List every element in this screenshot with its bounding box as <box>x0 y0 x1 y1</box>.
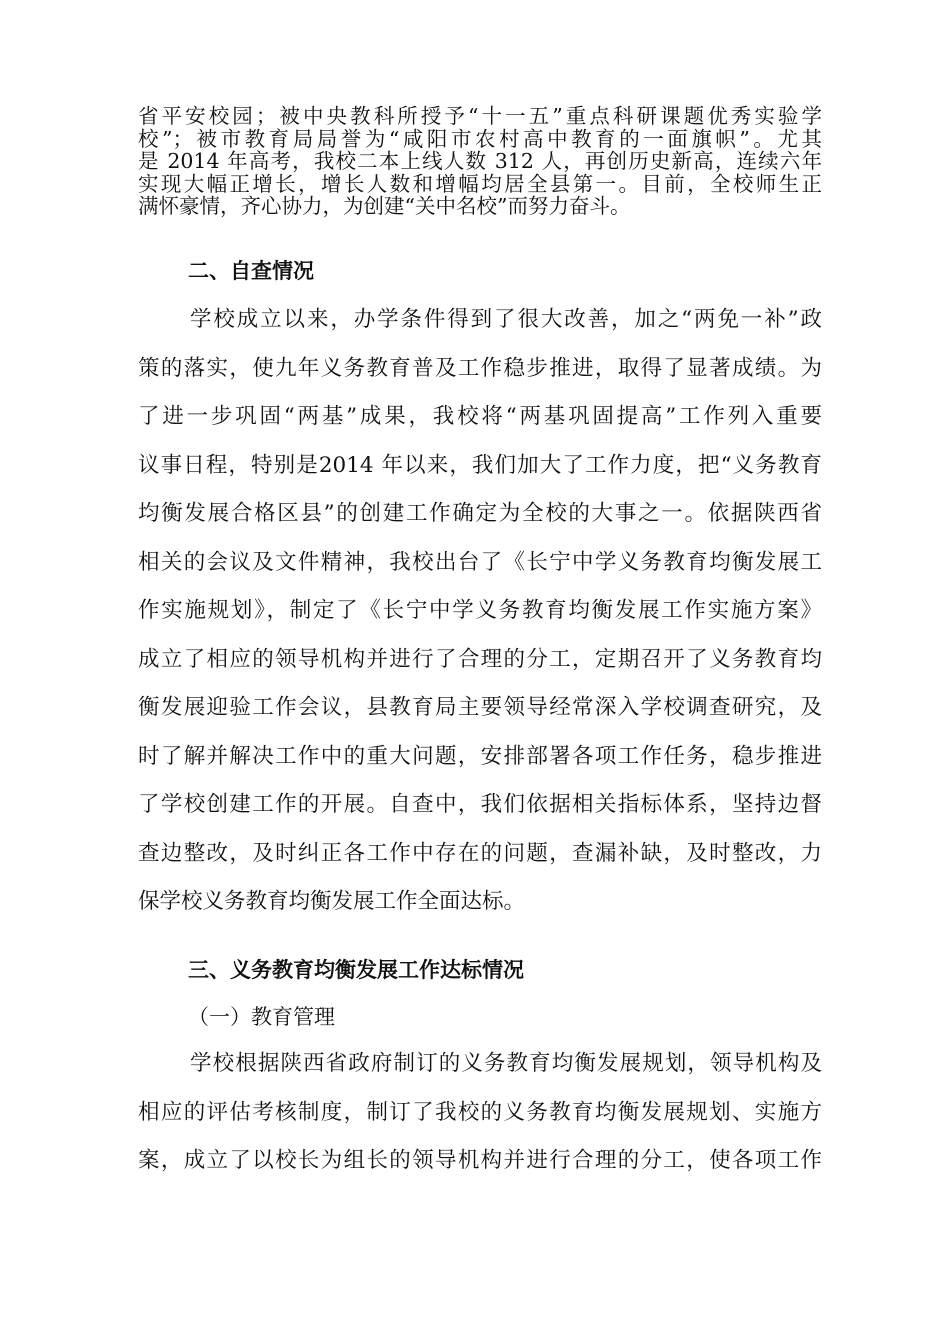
text-line: 衡发展迎验工作会议，县教育局主要领导经常深入学校调查研究，及 <box>138 695 822 720</box>
text-line: 时了解并解决工作中的重大问题，安排部署各项工作任务，稳步推进 <box>138 743 822 769</box>
text-line: 相关的会议及文件精神，我校出台了《长宁中学义务教育均衡发展工 <box>138 549 822 575</box>
text-line: 学校根据陕西省政府制订的义务教育均衡发展规划，领导机构及 <box>190 1051 822 1076</box>
section-heading-self-inspection: 二、自查情况 <box>188 259 314 283</box>
text-line: 了学校创建工作的开展。自查中，我们依据相关指标体系，坚持边督 <box>138 792 822 817</box>
text-line: 案，成立了以校长为组长的领导机构并进行合理的分工，使各项工作 <box>138 1148 822 1173</box>
text-line: 是 2014 年高考，我校二本上线人数 312 人，再创历史新高，连续六年 <box>138 149 822 173</box>
self-inspection-paragraph <box>138 296 822 927</box>
text-line: 学校成立以来，办学条件得到了很大改善，加之“两免一补”政 <box>190 307 822 332</box>
text-line: 校”；被市教育局局誉为“咸阳市农村高中教育的一面旗帜”。尤其 <box>138 126 822 151</box>
text-line: 了进一步巩固“两基”成果，我校将“两基巩固提高”工作列入重要 <box>138 404 822 429</box>
subsection-heading-education-management: （一）教育管理 <box>188 1005 335 1029</box>
section-heading-compliance: 三、义务教育均衡发展工作达标情况 <box>188 958 524 982</box>
text-line: 策的落实，使九年义务教育普及工作稳步推进，取得了显著成绩。为 <box>138 355 822 381</box>
text-line: 满怀豪情，齐心协力，为创建“关中名校”而努力奋斗。 <box>138 194 631 218</box>
intro-paragraph <box>138 105 822 218</box>
text-line: 作实施规划》，制定了《长宁中学义务教育均衡发展工作实施方案》 <box>138 598 822 623</box>
text-line: 查边整改，及时纠正各工作中存在的问题，查漏补缺，及时整改，力 <box>138 840 822 866</box>
text-line: 成立了相应的领导机构并进行了合理的分工，定期召开了义务教育均 <box>138 646 822 672</box>
text-line: 均衡发展合格区县”的创建工作确定为全校的大事之一。依据陕西省 <box>138 501 822 526</box>
text-line: 实现大幅正增长，增长人数和增幅均居全县第一。目前，全校师生正 <box>138 171 822 196</box>
education-management-paragraph <box>138 1040 822 1186</box>
text-line: 省平安校园；被中央教科所授予“十一五”重点科研课题优秀实验学 <box>138 104 822 128</box>
text-line: 议事日程，特别是2014 年以来，我们加大了工作力度，把“义务教育 <box>138 452 822 478</box>
text-line: 保学校义务教育均衡发展工作全面达标。 <box>138 889 526 914</box>
text-line: 相应的评估考核制度，制订了我校的义务教育均衡发展规划、实施方 <box>138 1099 822 1125</box>
